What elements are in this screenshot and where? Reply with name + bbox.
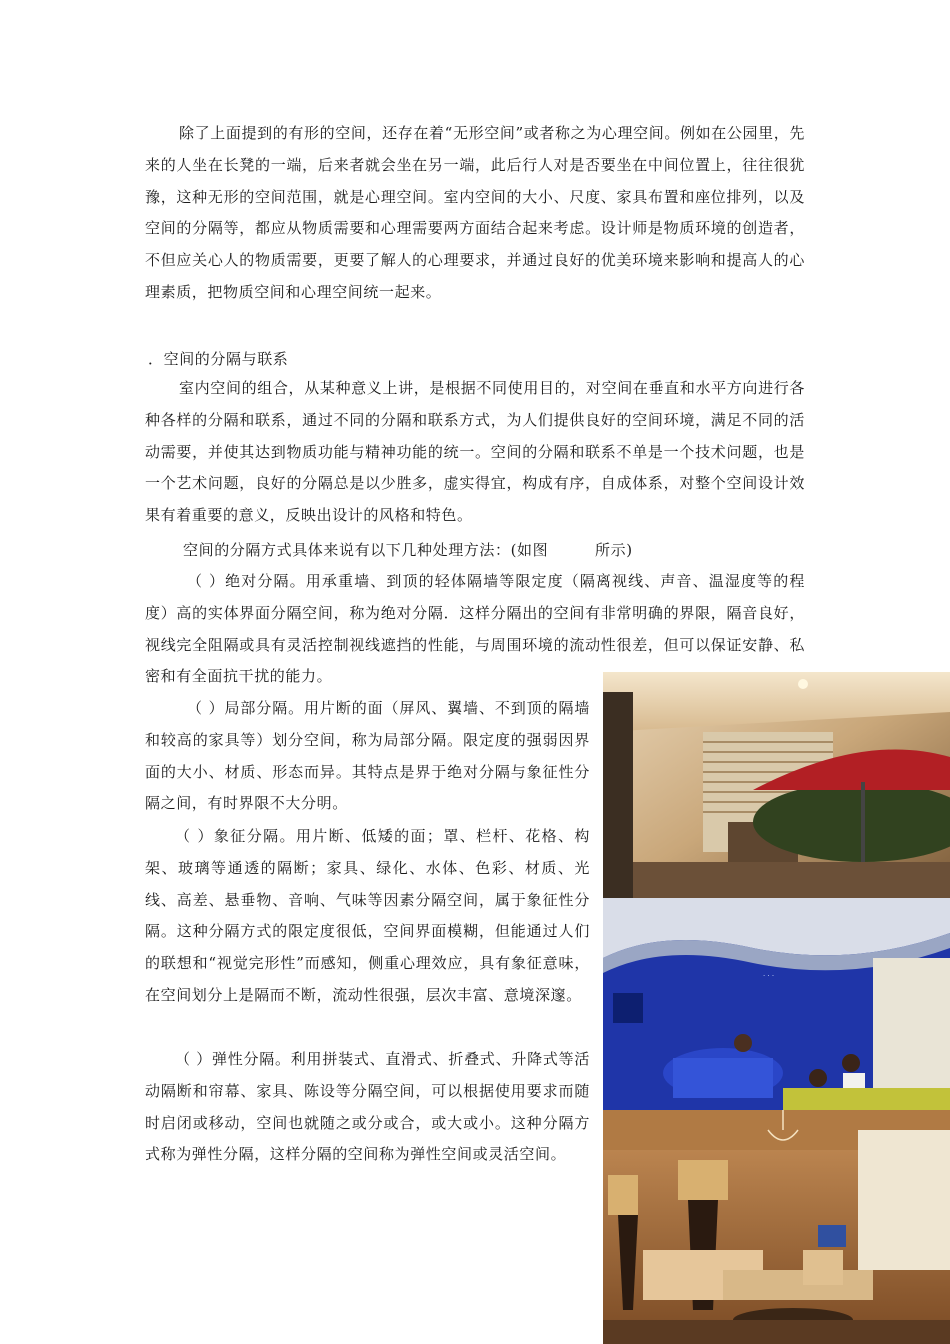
elastic-partition-paragraph: （ ）弹性分隔。利用拼装式、直滑式、折叠式、升降式等活动隔断和帘幕、家具、陈设等分隔空间，可以根据使用要求而随时启闭或移动，空间也就随之或分或合，或大或小。这种分隔方式称为弹性分隔，这样分隔的空间称为弹性空间或灵活空间。 bbox=[145, 1050, 590, 1164]
living-room-photo bbox=[603, 1110, 950, 1344]
section-heading: ．空间的分隔与联系 bbox=[148, 350, 289, 368]
living-room-image bbox=[603, 1110, 950, 1344]
svg-text:· · ·: · · · bbox=[763, 972, 775, 980]
absolute-partition-paragraph: （ ）绝对分隔。用承重墙、到顶的轻体隔墙等限定度（隔离视线、声音、温湿度等的程度）高的实体界面分隔空间，称为绝对分隔．这样分隔出的空间有非常明确的界限，隔音良好，视线完全阻隔或具有灵活控制视线遮挡的性能，与周围环境的流动性很差，但可以保证安静、私密和有全面抗干扰的能力。 bbox=[145, 572, 805, 686]
office-umbrella-image bbox=[603, 672, 950, 898]
intro-paragraph: 除了上面提到的有形的空间，还存在着“无形空间”或者称之为心理空间。例如在公园里，先来的人坐在长凳的一端，后来者就会坐在另一端，此后行人对是否要坐在中间位置上，往往很犹豫，这种无形的空间范围，就是心理空间。室内空间的大小、尺度、家具布置和座位排列，以及空间的分隔等，都应从物质需要和心理需要两方面结合起来考虑。设计师是物质环境的创造者，不但应关心人的物质需要，更要了解人的心理要求，并通过良好的优美环境来影响和提高人的心理素质，把物质空间和心理空间统一起来。 bbox=[145, 124, 805, 301]
section-paragraph-1: 室内空间的组合，从某种意义上讲，是根据不同使用目的，对空间在垂直和水平方向进行各种各样的分隔和联系，通过不同的分隔和联系方式，为人们提供良好的空间环境，满足不同的活动需要，并使其达到物质功能与精神功能的统一。空间的分隔和联系不单是一个技术问题，也是一个艺术问题，良好的分隔总是以少胜多，虚实得宜，构成有序，自成体系，对整个空间设计效果有着重要的意义，反映出设计的风格和特色。 bbox=[145, 379, 805, 525]
blue-lobby-reception-photo bbox=[603, 898, 950, 1110]
section-paragraph-2: 空间的分隔方式具体来说有以下几种处理方法：(如图 所示) bbox=[183, 541, 633, 559]
blue-lobby-image bbox=[603, 898, 950, 1110]
partial-partition-paragraph: （ ）局部分隔。用片断的面（屏风、翼墙、不到顶的隔墙和较高的家具等）划分空间，称为局部分隔。限定度的强弱因界面的大小、材质、形态而异。其特点是界于绝对分隔与象征性分隔之间，有时界限不大分明。 bbox=[145, 699, 590, 813]
symbolic-partition-paragraph: （ ）象征分隔。用片断、低矮的面；罩、栏杆、花格、构架、玻璃等通透的隔断；家具、绿化、水体、色彩、材质、光线、高差、悬垂物、音响、气味等因素分隔空间，属于象征性分隔。这种分隔方式的限定度很低，空间界面模糊，但能通过人们的联想和“视觉完形性”而感知，侧重心理效应，具有象征意味，在空间划分上是隔而不断，流动性很强，层次丰富、意境深邃。 bbox=[145, 827, 590, 1004]
office-umbrella-photo bbox=[603, 672, 950, 898]
